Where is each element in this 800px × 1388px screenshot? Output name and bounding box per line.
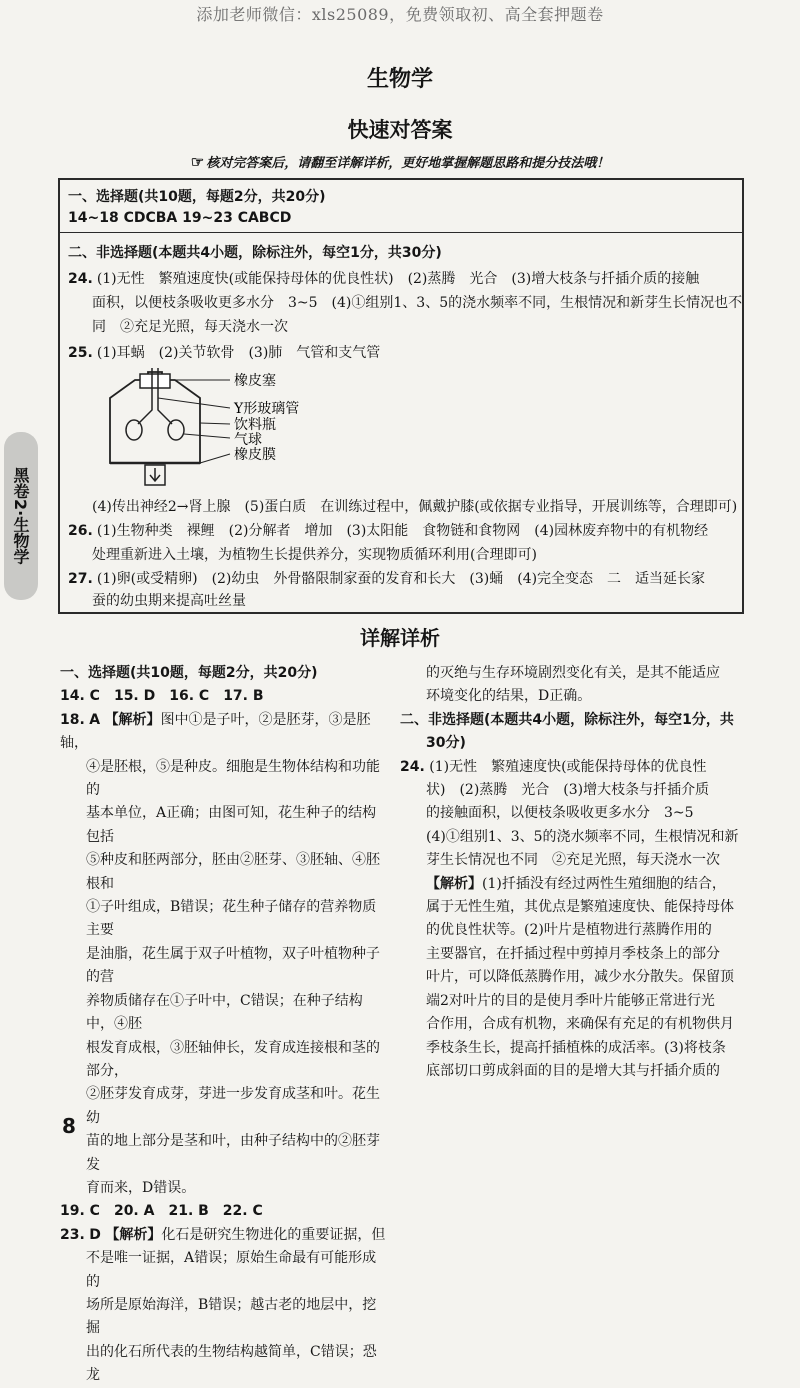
detail-q24-analysis: 的优良性状等。(2)叶片是植物进行蒸腾作用的 bbox=[426, 922, 712, 939]
page-title: 生物学 bbox=[366, 67, 433, 92]
detail-q24-analysis-first: 【解析】(1)扦插没有经过两性生殖细胞的结合， bbox=[426, 875, 726, 892]
balloon-right bbox=[168, 420, 184, 440]
detail-q18-line: ⑤种皮和胚两部分，胚由②胚芽、③胚轴、④胚根和 bbox=[86, 852, 380, 892]
quick-sec1-heading: 一、选择题(共10题，每题2分，共20分) bbox=[68, 189, 326, 205]
quick-sec2-heading: 二、非选择题(本题共4小题，除标注外，每空1分，共30分) bbox=[68, 245, 442, 261]
quick-q26-line-2: 处理重新进入土壤，为植物生长提供养分，实现物质循环利用(合理即可) bbox=[92, 547, 537, 563]
label-membrane: 橡皮膜 bbox=[234, 447, 276, 463]
detail-left-column bbox=[60, 662, 390, 1388]
quick-q26-number: 26. bbox=[68, 523, 93, 539]
quick-q25-line-1: 25. (1)耳蜗 (2)关节软骨 (3)肺 气管和支气管 bbox=[68, 345, 381, 361]
detail-q24-line: 状) (2)蒸腾 光合 (3)增大枝条与扦插介质 bbox=[426, 782, 710, 799]
detail-q24-first: 24. (1)无性 繁殖速度快(或能保持母体的优良性 bbox=[400, 758, 707, 775]
quick-sec1-answers: 14~18 CDCBA 19~23 CABCD bbox=[68, 210, 292, 226]
quick-q25-number: 25. bbox=[68, 345, 93, 361]
pointing-hand-icon: ☞ bbox=[190, 153, 205, 171]
detail-q24-line: 的接触面积，以便枝条吸收更多水分 3~5 bbox=[426, 805, 694, 822]
down-arrow-icon bbox=[150, 468, 160, 481]
detail-q18-line: 养物质储存在①子叶中，C错误；在种子结构中，④胚 bbox=[86, 992, 363, 1033]
quick-q26-line-1: 26. (1)生物种类 裸鲤 (2)分解者 增加 (3)太阳能 食物链和食物网 (4)园林废弃物中的有机物经 bbox=[68, 523, 709, 539]
detail-q18-line: 是油脂，花生属于双子叶植物，双子叶植物种子的营 bbox=[86, 945, 380, 986]
quick-q27-line-2: 蚕的幼虫期来提高吐丝量 bbox=[92, 593, 246, 609]
detail-q24-analysis: 底部切口剪成斜面的目的是增大其与扦插介质的 bbox=[426, 1062, 720, 1079]
label-rubber-stopper: 橡皮塞 bbox=[234, 373, 276, 389]
detail-sec2-heading: 二、非选择题(本题共4小题，除标注外，每空1分，共 bbox=[400, 711, 734, 728]
detail-q24-analysis: 属于无性生殖，其优点是繁殖速度快、能保持母体 bbox=[426, 899, 734, 916]
detail-q19-22: 19. C 20. A 21. B 22. C bbox=[60, 1203, 263, 1220]
tip-line bbox=[0, 152, 800, 171]
quick-q27-number: 27. bbox=[68, 571, 93, 587]
detail-q18-line: 苗的地上部分是茎和叶，由种子结构中的②胚芽发 bbox=[86, 1133, 380, 1173]
balloon-left bbox=[126, 420, 142, 440]
detail-q23-line: 场所是原始海洋，B错误；越古老的地层中，挖掘 bbox=[86, 1296, 377, 1337]
detail-q23-line: 不是唯一证据，A错误；原始生命最有可能形成的 bbox=[86, 1250, 377, 1290]
detail-q18-line: 育而来，D错误。 bbox=[86, 1179, 196, 1196]
lung-model-diagram bbox=[90, 368, 330, 488]
quick-q24-line-2: 面积，以便枝条吸收更多水分 3~5 (4)①组别1、3、5的浇水频率不同，生根情况和新芽生长情况也不 bbox=[92, 295, 743, 311]
detail-q18-line: ①子叶组成，B错误；花生种子储存的营养物质主要 bbox=[86, 899, 377, 939]
page-number: 8 bbox=[62, 1114, 76, 1138]
detail-sec1-heading: 一、选择题(共10题，每题2分，共20分) bbox=[60, 665, 318, 681]
quick-section-choice bbox=[60, 180, 742, 233]
detail-q24-analysis: 主要器官，在扦插过程中剪掉月季枝条上的部分 bbox=[426, 945, 720, 962]
rubber-stopper bbox=[140, 374, 170, 388]
watermark-text: 添加老师微信：xls25089，免费领取初、高全套押题卷 bbox=[196, 5, 604, 24]
label-bottle: 饮料瓶 bbox=[234, 417, 276, 433]
tip-text: 核对完答案后，请翻至详解详析，更好地掌握解题思路和提分技法哦！ bbox=[206, 156, 610, 171]
side-tab bbox=[4, 432, 38, 600]
detail-q23-line: 出的化石所代表的生物结构越简单，C错误；恐龙 bbox=[86, 1343, 377, 1384]
detail-sec2-heading-cont: 30分) bbox=[426, 735, 466, 752]
detail-q24-analysis: 季枝条生长，提高扦插植株的成活率。(3)将枝条 bbox=[426, 1039, 726, 1056]
side-tab-label: 黑卷2·生物学 bbox=[11, 467, 30, 565]
page-subtitle: 快速对答案 bbox=[347, 118, 453, 142]
quick-q25-line-2: (4)传出神经2→肾上腺 (5)蛋白质 在训练过程中，佩戴护膝(或依据专业指导，开展训练等，合理即可) bbox=[92, 499, 738, 515]
quick-q24-line-3: 同 ②充足光照，每天浇水一次 bbox=[92, 319, 288, 335]
detail-q24-analysis: 叶片，可以降低蒸腾作用，减少水分散失。保留顶 bbox=[426, 969, 734, 986]
detail-q24-analysis: 合作用，合成有机物，来确保有充足的有机物供月 bbox=[426, 1016, 734, 1033]
detail-q24-line: 芽生长情况也不同 ②充足光照，每天浇水一次 bbox=[426, 852, 720, 869]
detail-q18-line: 根发育成根，③胚轴伸长，发育成连接根和茎的部分， bbox=[86, 1039, 380, 1079]
quick-q27-line-1: 27. (1)卵(或受精卵) (2)幼虫 外骨骼限制家蚕的发育和长大 (3)蛹 (4)完全变态 二 适当延长家 bbox=[68, 571, 706, 587]
label-y-tube: Y形玻璃管 bbox=[234, 401, 300, 417]
detail-q18-line: 基本单位，A正确；由图可知，花生种子的结构包括 bbox=[86, 805, 377, 845]
detail-q18-line: ②胚芽发育成芽，芽进一步发育成茎和叶。花生幼 bbox=[86, 1086, 380, 1126]
quick-q24-line-1: 24. (1)无性 繁殖速度快(或能保持母体的优良性状) (2)蒸腾 光合 (3)增大枝条与扦插介质的接触 bbox=[68, 271, 700, 287]
detail-q14-17: 14. C 15. D 16. C 17. B bbox=[60, 688, 264, 705]
quick-answer-box bbox=[58, 178, 744, 614]
quick-q24-number: 24. bbox=[68, 271, 93, 287]
detail-right-column bbox=[400, 662, 740, 1083]
detail-q18-line: ④是胚根，⑤是种皮。细胞是生物体结构和功能的 bbox=[86, 758, 380, 799]
detail-heading: 详解详析 bbox=[360, 626, 440, 650]
detail-q24-line: (4)①组别1、3、5的浇水频率不同，生根情况和新 bbox=[426, 828, 739, 845]
detail-q24-analysis: 端2对叶片的目的是使月季叶片能够正常进行光 bbox=[426, 992, 715, 1009]
detail-q23-first: 23. D 【解析】化石是研究生物进化的重要证据，但 bbox=[60, 1226, 386, 1243]
detail-q18-first: 18. A 【解析】图中①是子叶，②是胚芽，③是胚轴， bbox=[60, 711, 371, 752]
detail-q23-cont: 的灭绝与生存环境剧烈变化有关，是其不能适应 bbox=[426, 665, 720, 681]
label-balloon: 气球 bbox=[234, 432, 262, 448]
detail-q23-cont: 环境变化的结果，D正确。 bbox=[426, 688, 592, 705]
